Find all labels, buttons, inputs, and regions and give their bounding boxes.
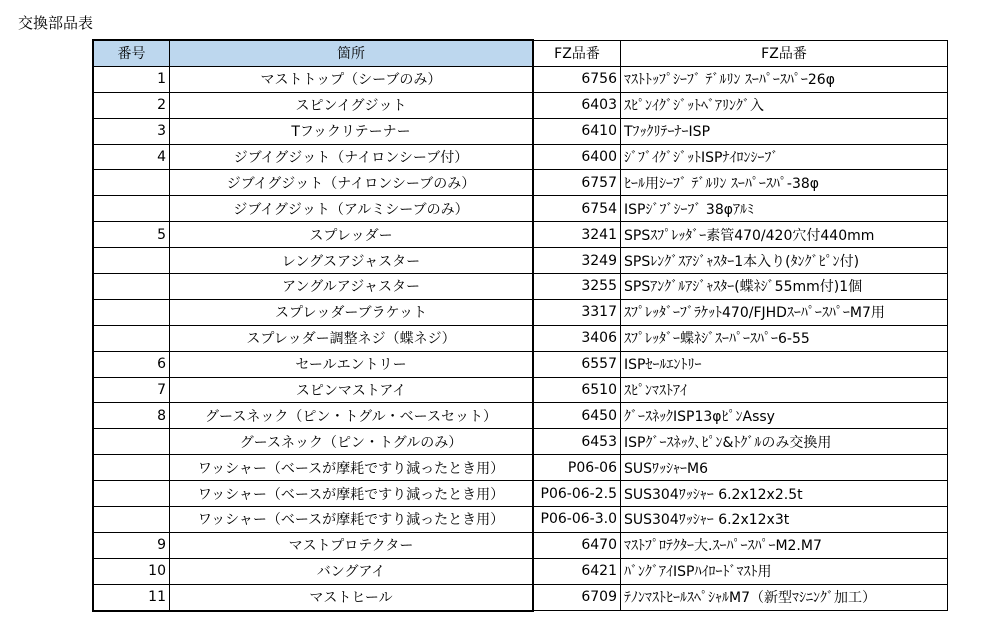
parts-table	[92, 39, 948, 612]
table-row	[93, 118, 948, 144]
row-part-description[interactable]: ﾊﾞﾝｸﾞｱｲISPﾊｲﾛｰﾄﾞﾏｽﾄ用	[621, 558, 948, 584]
table-row	[93, 299, 948, 325]
row-part-number[interactable]: 3255	[533, 274, 621, 300]
row-part-description[interactable]: SUSﾜｯｼｬｰM6	[621, 455, 948, 481]
row-part-description[interactable]: ISPｾｰﾙｴﾝﾄﾘｰ	[621, 351, 948, 377]
row-number[interactable]: 6	[93, 351, 170, 377]
row-part-description[interactable]: ｽﾋﾟﾝﾏｽﾄｱｲ	[621, 377, 948, 403]
sheet-title: 交換部品表	[18, 14, 94, 32]
row-location[interactable]: スピンイグジット	[170, 92, 534, 118]
row-part-description[interactable]: ｸﾞｰｽﾈｯｸISP13φﾋﾟﾝAssy	[621, 403, 948, 429]
table-row	[93, 377, 948, 403]
row-number[interactable]	[93, 248, 170, 274]
row-number[interactable]: 9	[93, 532, 170, 558]
row-location[interactable]: レングスアジャスター	[170, 248, 534, 274]
row-part-number[interactable]: 3406	[533, 325, 621, 351]
table-row	[93, 481, 948, 507]
table-row	[93, 403, 948, 429]
row-location[interactable]: スピンマストアイ	[170, 377, 534, 403]
row-location[interactable]: ジブイグジット（ナイロンシーブのみ）	[170, 170, 534, 196]
table-row	[93, 532, 948, 558]
row-location[interactable]: マストトップ（シーブのみ）	[170, 66, 534, 92]
row-part-number[interactable]: 3249	[533, 248, 621, 274]
row-part-number[interactable]: 6757	[533, 170, 621, 196]
row-part-number[interactable]: 6557	[533, 351, 621, 377]
row-part-number[interactable]: 6470	[533, 532, 621, 558]
row-part-description[interactable]: SPSｽﾌﾟﾚｯﾀﾞｰ素管470/420穴付440mm	[621, 222, 948, 248]
row-part-number[interactable]: 6510	[533, 377, 621, 403]
row-number[interactable]	[93, 196, 170, 222]
row-part-description[interactable]: ﾏｽﾄﾌﾟﾛﾃｸﾀｰ大.ｽｰﾊﾟｰｽﾊﾟｰM2.M7	[621, 532, 948, 558]
row-part-number[interactable]: 6709	[533, 584, 621, 610]
table-row	[93, 274, 948, 300]
row-part-number[interactable]: 6410	[533, 118, 621, 144]
row-part-number[interactable]: 6453	[533, 429, 621, 455]
row-part-number[interactable]: P06-06	[533, 455, 621, 481]
row-part-description[interactable]: TﾌｯｸﾘﾃｰﾅｰISP	[621, 118, 948, 144]
row-number[interactable]	[93, 170, 170, 196]
row-part-description[interactable]: ISPｼﾞﾌﾞｼｰﾌﾞ 38φｱﾙﾐ	[621, 196, 948, 222]
row-number[interactable]	[93, 455, 170, 481]
row-location[interactable]: ワッシャー（ベースが摩耗ですり減ったとき用）	[170, 481, 534, 507]
table-row	[93, 196, 948, 222]
row-location[interactable]: ワッシャー（ベースが摩耗ですり減ったとき用）	[170, 455, 534, 481]
row-number[interactable]	[93, 274, 170, 300]
row-number[interactable]: 2	[93, 92, 170, 118]
row-part-number[interactable]: P06-06-3.0	[533, 507, 621, 533]
header-fz-part-description[interactable]: FZ品番	[621, 40, 948, 66]
row-number[interactable]: 7	[93, 377, 170, 403]
row-part-description[interactable]: ﾏｽﾄﾄｯﾌﾟｼｰﾌﾞ ﾃﾞﾙﾘﾝ ｽｰﾊﾟｰｽﾊﾟｰ26φ	[621, 66, 948, 92]
row-location[interactable]: スプレッダー	[170, 222, 534, 248]
table-row	[93, 351, 948, 377]
row-part-description[interactable]: ﾃﾉﾝﾏｽﾄﾋｰﾙｽﾍﾟｼｬﾙM7（新型ﾏｼﾆﾝｸﾞ加工）	[621, 584, 948, 610]
row-part-description[interactable]: ｽﾌﾟﾚｯﾀﾞｰﾌﾞﾗｹｯﾄ470/FJHDｽｰﾊﾟｰｽﾊﾟｰM7用	[621, 299, 948, 325]
row-location[interactable]: グースネック（ピン・トグル・ベースセット）	[170, 403, 534, 429]
row-number[interactable]: 10	[93, 558, 170, 584]
table-row	[93, 429, 948, 455]
row-part-description[interactable]: ｽﾋﾟﾝｲｸﾞｼﾞｯﾄﾍﾞｱﾘﾝｸﾞ入	[621, 92, 948, 118]
table-row	[93, 248, 948, 274]
header-number[interactable]: 番号	[93, 40, 170, 66]
row-part-description[interactable]: SUS304ﾜｯｼｬｰ 6.2x12x3t	[621, 507, 948, 533]
row-part-number[interactable]: 6754	[533, 196, 621, 222]
header-location[interactable]: 箇所	[170, 40, 534, 66]
row-part-number[interactable]: 6421	[533, 558, 621, 584]
row-location[interactable]: スプレッダーブラケット	[170, 299, 534, 325]
row-part-number[interactable]: 3241	[533, 222, 621, 248]
row-number[interactable]: 4	[93, 144, 170, 170]
table-row	[93, 66, 948, 92]
row-part-description[interactable]: SPSｱﾝｸﾞﾙｱｼﾞｬｽﾀｰ(蝶ﾈｼﾞ55mm付)1個	[621, 274, 948, 300]
table-row	[93, 455, 948, 481]
row-part-number[interactable]: P06-06-2.5	[533, 481, 621, 507]
header-row	[93, 40, 948, 66]
table-row	[93, 222, 948, 248]
table-row	[93, 507, 948, 533]
row-location[interactable]: ジブイグジット（アルミシーブのみ）	[170, 196, 534, 222]
row-part-description[interactable]: ﾋｰﾙ用ｼｰﾌﾞ ﾃﾞﾙﾘﾝ ｽｰﾊﾟｰｽﾊﾟ-38φ	[621, 170, 948, 196]
table-row	[93, 584, 948, 610]
table-row	[93, 558, 948, 584]
header-fz-part-number[interactable]: FZ品番	[533, 40, 621, 66]
row-part-number[interactable]: 6400	[533, 144, 621, 170]
table-row	[93, 92, 948, 118]
row-number[interactable]: 11	[93, 584, 170, 610]
row-part-description[interactable]: ｽﾌﾟﾚｯﾀﾞｰ蝶ﾈｼﾞｽｰﾊﾟｰｽﾊﾟｰ6-55	[621, 325, 948, 351]
row-number[interactable]	[93, 481, 170, 507]
row-part-description[interactable]: SUS304ﾜｯｼｬｰ 6.2x12x2.5t	[621, 481, 948, 507]
row-location[interactable]: マストヒール	[170, 584, 534, 610]
row-location[interactable]: ジブイグジット（ナイロンシーブ付）	[170, 144, 534, 170]
row-part-number[interactable]: 6403	[533, 92, 621, 118]
table-row	[93, 144, 948, 170]
row-part-description[interactable]: ｼﾞﾌﾞｲｸﾞｼﾞｯﾄISPﾅｲﾛﾝｼｰﾌﾞ	[621, 144, 948, 170]
row-number[interactable]: 5	[93, 222, 170, 248]
row-part-description[interactable]: ISPｸﾞｰｽﾈｯｸ､ﾋﾟﾝ&ﾄｸﾞﾙのみ交換用	[621, 429, 948, 455]
table-row	[93, 325, 948, 351]
row-location[interactable]: バングアイ	[170, 558, 534, 584]
row-location[interactable]: グースネック（ピン・トグルのみ）	[170, 429, 534, 455]
row-number[interactable]: 8	[93, 403, 170, 429]
row-location[interactable]: Tフックリテーナー	[170, 118, 534, 144]
row-part-number[interactable]: 3317	[533, 299, 621, 325]
table-row	[93, 170, 948, 196]
row-part-number[interactable]: 6756	[533, 66, 621, 92]
row-number[interactable]	[93, 325, 170, 351]
row-location[interactable]: ワッシャー（ベースが摩耗ですり減ったとき用）	[170, 507, 534, 533]
row-location[interactable]: スプレッダー調整ネジ（蝶ネジ）	[170, 325, 534, 351]
row-part-number[interactable]: 6450	[533, 403, 621, 429]
row-number[interactable]: 1	[93, 66, 170, 92]
row-part-description[interactable]: SPSﾚﾝｸﾞｽｱｼﾞｬｽﾀｰ1本入り(ﾀﾝｸﾞﾋﾟﾝ付)	[621, 248, 948, 274]
row-number[interactable]: 3	[93, 118, 170, 144]
row-number[interactable]	[93, 507, 170, 533]
row-number[interactable]	[93, 429, 170, 455]
row-location[interactable]: セールエントリー	[170, 351, 534, 377]
row-location[interactable]: アングルアジャスター	[170, 274, 534, 300]
row-number[interactable]	[93, 299, 170, 325]
row-location[interactable]: マストプロテクター	[170, 532, 534, 558]
